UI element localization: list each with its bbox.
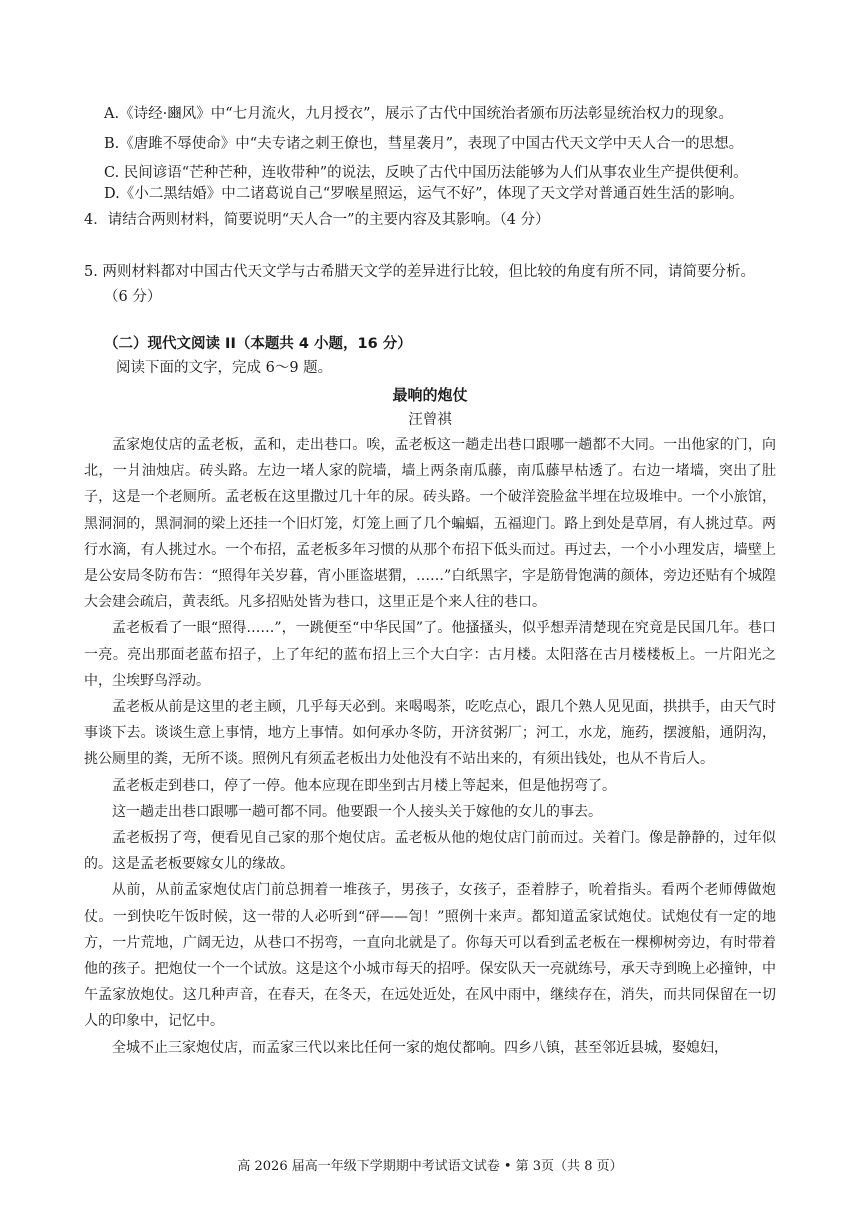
section-heading: （二）现代文阅读 II（本题共 4 小题，16 分） xyxy=(104,336,412,352)
paragraph: 孟老板从前是这里的老主顾，几乎每天必到。来喝喝茶，吃吃点心，跟几个熟人见见面，拱拱手，由天气时事谈下去。谈谈生意上事情，地方上事情。如何承办冬防，开济贫粥厂；河工，水龙，施药，摆渡船，通阴沟，挑公厕里的粪，无所不谈。照例凡有须孟老板出力处他没有不站出来的，有须出钱处，也从不肯后人。 xyxy=(84,699,776,768)
option-d: D.《小二黑结婚》中二诸葛说自己“罗喉星照运，运气不好”，体现了天文学对普通百姓生活的影响。 xyxy=(104,186,744,202)
article-body xyxy=(84,432,776,1061)
paragraph: 孟老板看了一眼“照得……”，一跳便至“中华民国”了。他搔搔头，似乎想弄清楚现在究竟是民国几年。巷口一亮。亮出那面老蓝布招子，上了年纪的蓝布招上三个大白字：古月楼。太阳落在古月楼楼板上。一片阳光之中，尘埃野鸟浮动。 xyxy=(84,620,776,689)
paragraph: 孟老板拐了弯，便看见自己家的那个炮仗店。孟老板从他的炮仗店门前而过。关着门。像是静静的，过年似的。这是孟老板要嫁女儿的缘故。 xyxy=(84,830,776,873)
question-5-line-1: 5. 两则材料都对中国古代天文学与古希腊天文学的差异进行比较，但比较的角度有所不同，请简要分析。 xyxy=(84,264,755,280)
paragraph: 从前，从前孟家炮仗店门前总拥着一堆孩子，男孩子，女孩子，歪着脖子，吮着指头。看两个老师傅做炮仗。一到快吃午饭时候，这一带的人必听到“砰——訇！”照例十来声。都知道孟家试炮仗。试炮仗有一定的地方，一片荒地，广阔无边，从巷口不拐弯，一直向北就是了。你每天可以看到孟老板在一棵柳树旁边，有时带着他的孩子。把炮仗一个一个试放。这是这个小城市每天的招呼。保安队天一亮就练号，承天寺到晚上必撞钟，中午孟家放炮仗。这几种声音，在春天，在冬天，在远处近处，在风中雨中，继续存在，消失，而共同保留在一切人的印象中，记忆中。 xyxy=(84,882,776,1030)
paragraph: 全城不止三家炮仗店，而孟家三代以来比任何一家的炮仗都响。四乡八镇，甚至邻近县城，娶媳妇， xyxy=(112,1039,728,1056)
question-4: 4．请结合两则材料，简要说明“天人合一”的主要内容及其影响。（4 分） xyxy=(84,212,550,228)
article-author: 汪曾祺 xyxy=(408,412,452,428)
question-5-line-2: （6 分） xyxy=(104,289,162,305)
paragraph: 孟家炮仗店的孟老板，孟和，走出巷口。唉，孟老板这一趟走出巷口跟哪一趟都不大同。一出他家的门，向北，一爿油烛店。砖头路。左边一堵人家的院墙，墙上两条南瓜藤，南瓜藤早枯透了。右边一堵墙，突出了肚子，这是一个老厕所。孟老板在这里撒过几十年的尿。砖头路。一个破洋瓷脸盆半埋在垃圾堆中。一个小旅馆，黑洞洞的，黑洞洞的梁上还挂一个旧灯笼，灯笼上画了几个蝙蝠，五福迎门。路上到处是草屑，有人挑过草。两行水滴，有人挑过水。一个布招，孟老板多年习惯的从那个布招下低头而过。再过去，一个小小理发店，墙壁上是公安局冬防布告：“照得年关岁暮，宵小匪盗堪猬，……”白纸黑字，字是筋骨饱满的颜体，旁边还贴有个城隍大会建会疏启，黄表纸。凡多招贴处皆为巷口，这里正是个来人往的巷口。 xyxy=(84,437,776,611)
option-a: A.《诗经·豳风》中“七月流火，九月授衣”，展示了古代中国统治者颁布历法彰显统治权力的现象。 xyxy=(104,106,734,122)
option-b: B.《唐雎不辱使命》中“夫专诸之刺王僚也，彗星袭月”，表现了中国古代天文学中天人合一的思想。 xyxy=(104,136,744,152)
article-title: 最响的炮仗 xyxy=(392,386,468,404)
paragraph: 孟老板走到巷口，停了一停。他本应现在即坐到古月楼上等起来，但是他拐弯了。 xyxy=(112,777,616,794)
section-instruction: 阅读下面的文字，完成 6～9 题。 xyxy=(116,360,333,376)
page-footer: 高 2026 届高一年级下学期期中考试语文试卷 • 第 3页（共 8 页） xyxy=(237,1159,623,1174)
option-c: C. 民间谚语“芒种芒种，连收带种”的说法，反映了古代中国历法能够为人们从事农业生产提供便利。 xyxy=(104,165,748,181)
paragraph: 这一趟走出巷口跟哪一趟可都不同。他要跟一个人接头关于嫁他的女儿的事去。 xyxy=(112,803,602,820)
